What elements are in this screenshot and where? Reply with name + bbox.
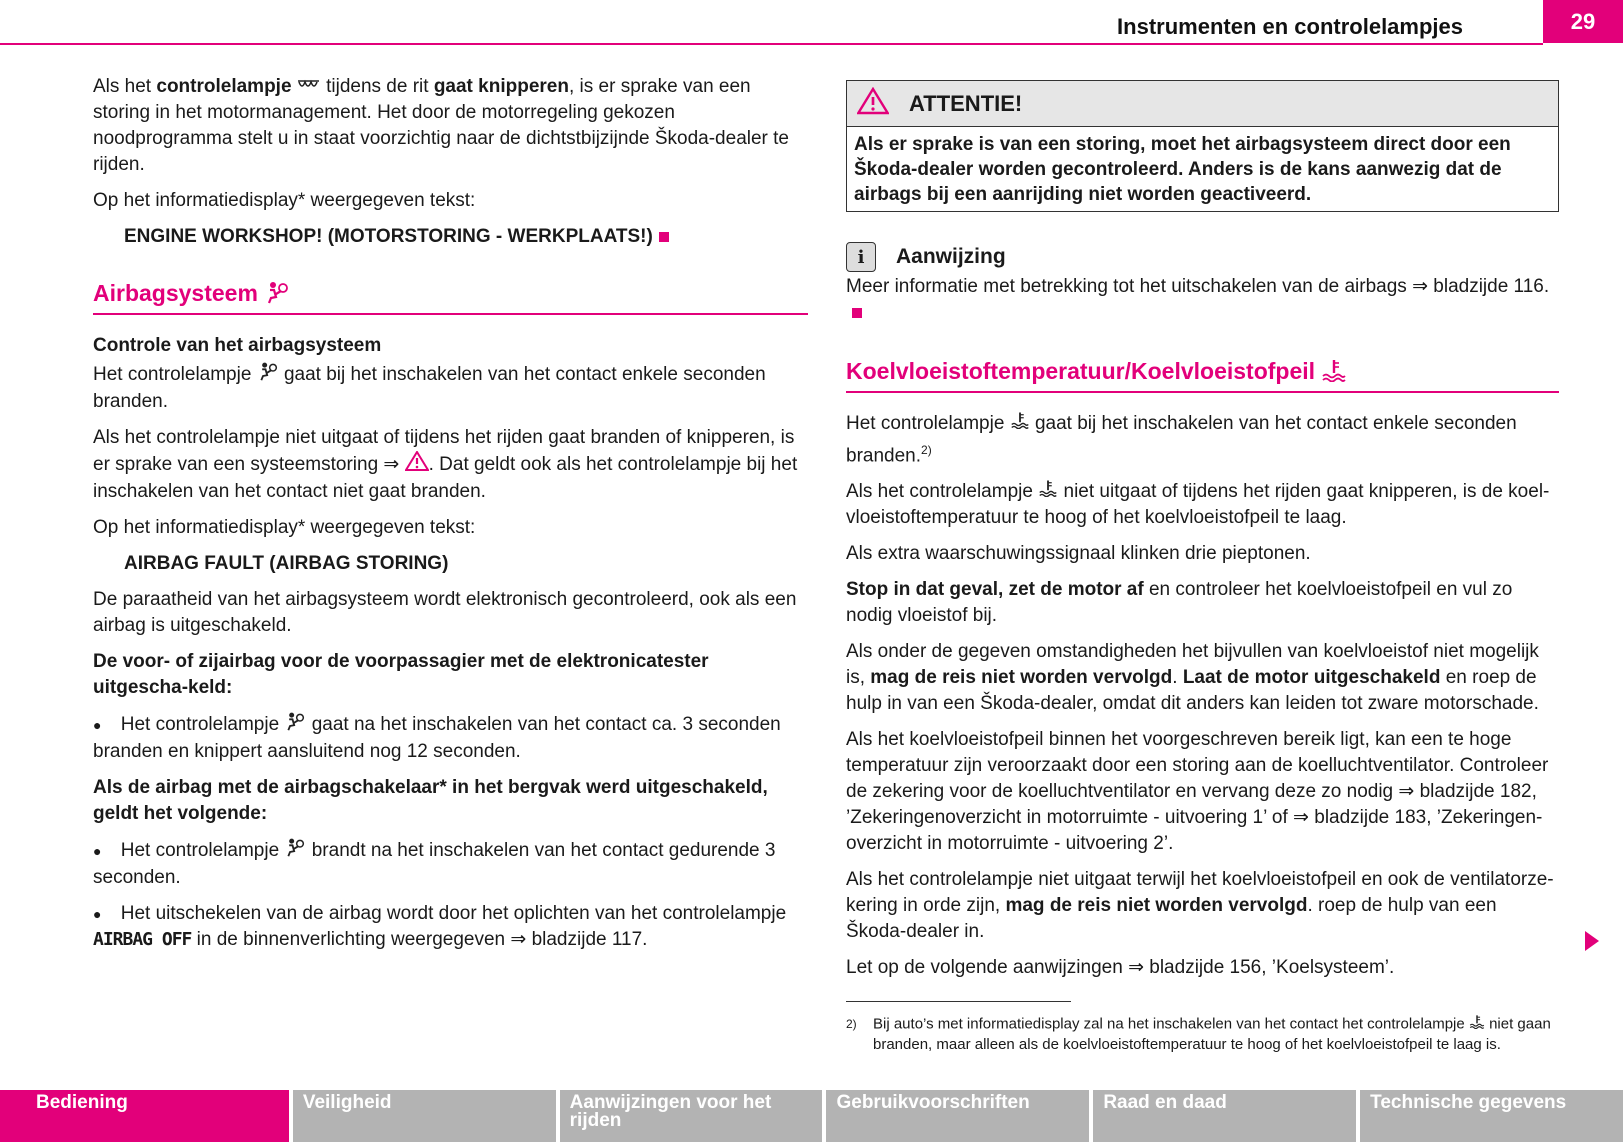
paragraph-koel-4: Stop in dat geval, zet de motor af en controleer het koelvloeistofpeil en vul zo nodig vloeistof bij.: [846, 579, 1513, 627]
header-divider: [0, 43, 1543, 45]
page-reference-link[interactable]: bladzijde 156, ’Koelsysteem’.: [1149, 957, 1395, 979]
paragraph-controle: Het controlelampje gaat bij het inschakelen van het contact enkele seconden branden.: [93, 361, 808, 415]
warning-body: Als er sprake is van een storing, moet het airbagsysteem direct door een Škoda-dealer worden gecontroleerd. Anders is de kans aanwezig dat de airbags bij een aanrijding niet worden geactiveerd.: [854, 134, 1511, 205]
display-message-airbag: AIRBAG FAULT (AIRBAG STORING): [124, 553, 449, 575]
tab-aanwijzingen-rijden[interactable]: Aanwijzingen voor het rijden: [560, 1090, 823, 1142]
page-reference-link[interactable]: bladzijde 183, ’Zekeringen-overzicht in motorruimte - uitvoering 2’.: [846, 807, 1543, 855]
paragraph-display-text-2: Op het informatiedisplay* weergegeven tekst:: [93, 517, 476, 539]
tab-technische-gegevens[interactable]: Technische gegevens: [1360, 1090, 1623, 1142]
paragraph-koel-6: Als het koelvloeistofpeil binnen het voorgeschreven bereik ligt, kan een te hoge temperatuur zijn veroorzaakt door een storing aan de koelluchtventilator. Controleer de zekering voor de koelluchtventilator en vervang deze zo nodig ⇒ bladzijde 182, ’Zekeringenoverzicht in motorruimte - uitvoering 1’ of ⇒ bladzijde 183, ’Zekeringen-overzicht in motorruimte - uitvoering 2’.: [846, 729, 1549, 855]
paragraph-koel-1: Het controlelampje gaat bij het inschakelen van het contact enkele seconden branden.$^{2)}$: [846, 411, 1559, 469]
glow-plug-icon: [297, 74, 321, 100]
section-title: Instrumenten en controlelampjes: [1117, 14, 1463, 39]
arrow-ref-icon: ⇒: [1293, 807, 1309, 829]
left-column: [93, 74, 808, 963]
paragraph-tester-heading: De voor- of zijairbag voor de voorpassagier met de elektronicatester uitgescha-keld:: [93, 651, 709, 699]
tab-raad-en-daad[interactable]: Raad en daad: [1093, 1090, 1356, 1142]
tab-gebruikvoorschriften[interactable]: Gebruikvoorschriften: [826, 1090, 1089, 1142]
bullet-tester: ● Het controlelampje gaat na het inschakelen van het contact ca. 3 seconden branden en knippert aansluitend nog 12 seconden.: [93, 711, 808, 765]
paragraph-schakelaar-heading: Als de airbag met de airbagschakelaar* in het bergvak werd uitgeschakeld, geldt het volgende:: [93, 777, 768, 825]
display-message-engine: ENGINE WORKSHOP! (MOTORSTORING - WERKPLAATS!): [93, 224, 808, 250]
heading-koelvloeistof: Koelvloeistoftemperatuur/Koelvloeistofpeil: [846, 358, 1559, 393]
paragraph-paraatheid: De paraatheid van het airbagsysteem wordt elektronisch gecontroleerd, ook als een airbag is uitgeschakeld.: [93, 589, 797, 637]
airbag-icon: [257, 361, 279, 389]
next-page-arrow-icon[interactable]: [1585, 931, 1599, 951]
coolant-icon: [1321, 358, 1347, 388]
end-marker-icon: [659, 232, 669, 242]
warning-box: [846, 80, 1559, 212]
footnote-mark: 2): [846, 1017, 857, 1032]
chapter-nav: [0, 1090, 1623, 1142]
arrow-ref-icon: ⇒: [1398, 781, 1415, 803]
coolant-icon: [1038, 479, 1058, 505]
footnote-ref[interactable]: 2): [921, 443, 932, 458]
note-header: i Aanwijzing: [846, 242, 1559, 272]
paragraph-koel-7: Als het controlelampje niet uitgaat terwijl het koelvloeistofpeil en ook de ventilatorze-kering in orde zijn, mag de reis niet worden vervolgd. roep de hulp van een Škoda-dealer in.: [846, 869, 1554, 943]
page-reference-link[interactable]: bladzijde 117.: [531, 929, 648, 951]
coolant-icon: [1469, 1014, 1485, 1035]
page-number: 29: [1543, 0, 1623, 43]
page-reference-link[interactable]: bladzijde 116.: [1433, 276, 1550, 297]
arrow-ref-icon: ⇒: [510, 929, 527, 951]
arrow-ref-icon: ⇒: [1412, 276, 1428, 297]
paragraph-koel-8: Let op de volgende aanwijzingen ⇒ bladzijde 156, ’Koelsysteem’.: [846, 957, 1395, 979]
airbag-off-indicator: AIRBAG OFF: [93, 929, 192, 951]
note-body: Meer informatie met betrekking tot het uitschakelen van de airbags ⇒ bladzijde 116.: [846, 274, 1559, 326]
paragraph-motor-storing: Als het controlelampje tijdens de rit gaat knipperen, is er sprake van een storing in het motormanagement. Het door de motorregeling gekozen noodprogramma stelt u in staat voorzichtig naar de dichtstbijzijnde Škoda-dealer te rijden.: [93, 74, 808, 178]
tab-veiligheid[interactable]: Veiligheid: [293, 1090, 556, 1142]
arrow-ref-icon: ⇒: [1128, 957, 1144, 979]
bullet-schakelaar: ● Het controlelampje brandt na het inschakelen van het contact gedurende 3 seconden.: [93, 837, 808, 891]
airbag-icon: [264, 280, 290, 310]
warning-header: ATTENTIE!: [847, 81, 1558, 127]
airbag-icon: [284, 711, 306, 739]
airbag-icon: [284, 837, 306, 865]
info-icon: i: [846, 242, 876, 272]
heading-airbagsysteem: Airbagsysteem: [93, 280, 808, 315]
arrow-ref-icon: ⇒: [383, 454, 400, 476]
paragraph-koel-5: Als onder de gegeven omstandigheden het bijvullen van koelvloeistof niet mogelijk is, mag de reis niet worden vervolgd. Laat de motor uitgeschakeld en roep de hulp in van een Škoda-dealer, omdat dit anders kan leiden tot zware motorschade.: [846, 641, 1539, 715]
warning-triangle-icon: [405, 451, 429, 479]
footnote-divider: [846, 1001, 1071, 1002]
page-reference-link[interactable]: bladzijde 182, ’Zekeringenoverzicht in motorruimte - uitvoering 1’ of: [846, 781, 1537, 829]
heading-controle: Controle van het airbagsysteem: [93, 335, 382, 357]
end-marker-icon: [852, 308, 862, 318]
warning-triangle-icon: [857, 87, 889, 121]
coolant-icon: [1010, 411, 1030, 437]
tab-bediening[interactable]: Bediening: [0, 1090, 289, 1142]
right-column: [846, 80, 1559, 1055]
paragraph-koel-3: Als extra waarschuwingssignaal klinken drie pieptonen.: [846, 543, 1311, 565]
bullet-airbag-off: ● Het uitschekelen van de airbag wordt door het oplichten van het controlelampje AIRBAG OFF in de binnenverlichting weergegeven ⇒ bladzijde 117.: [93, 901, 808, 953]
paragraph-display-text: Op het informatiedisplay* weergegeven tekst:: [93, 190, 476, 212]
paragraph-systeemstoring: Als het controlelampje niet uitgaat of tijdens het rijden gaat branden of knipperen, is er sprake van een systeemstoring ⇒ . Dat geldt ook als het controlelampje bij het inschakelen van het contact niet gaat branden.: [93, 427, 798, 503]
paragraph-koel-2: Als het controlelampje niet uitgaat of tijdens het rijden gaat knipperen, is de koel-vloeistoftemperatuur te hoog of het koelvloeistofpeil te laag.: [846, 479, 1559, 531]
footnote: 2) Bij auto’s met informatiedisplay zal na het inschakelen van het contact het controlelampje niet gaan branden, maar alleen als de koelvloeistoftemperatuur te hoog of het koelvloeistofpeil te laag is.: [846, 1015, 1551, 1054]
